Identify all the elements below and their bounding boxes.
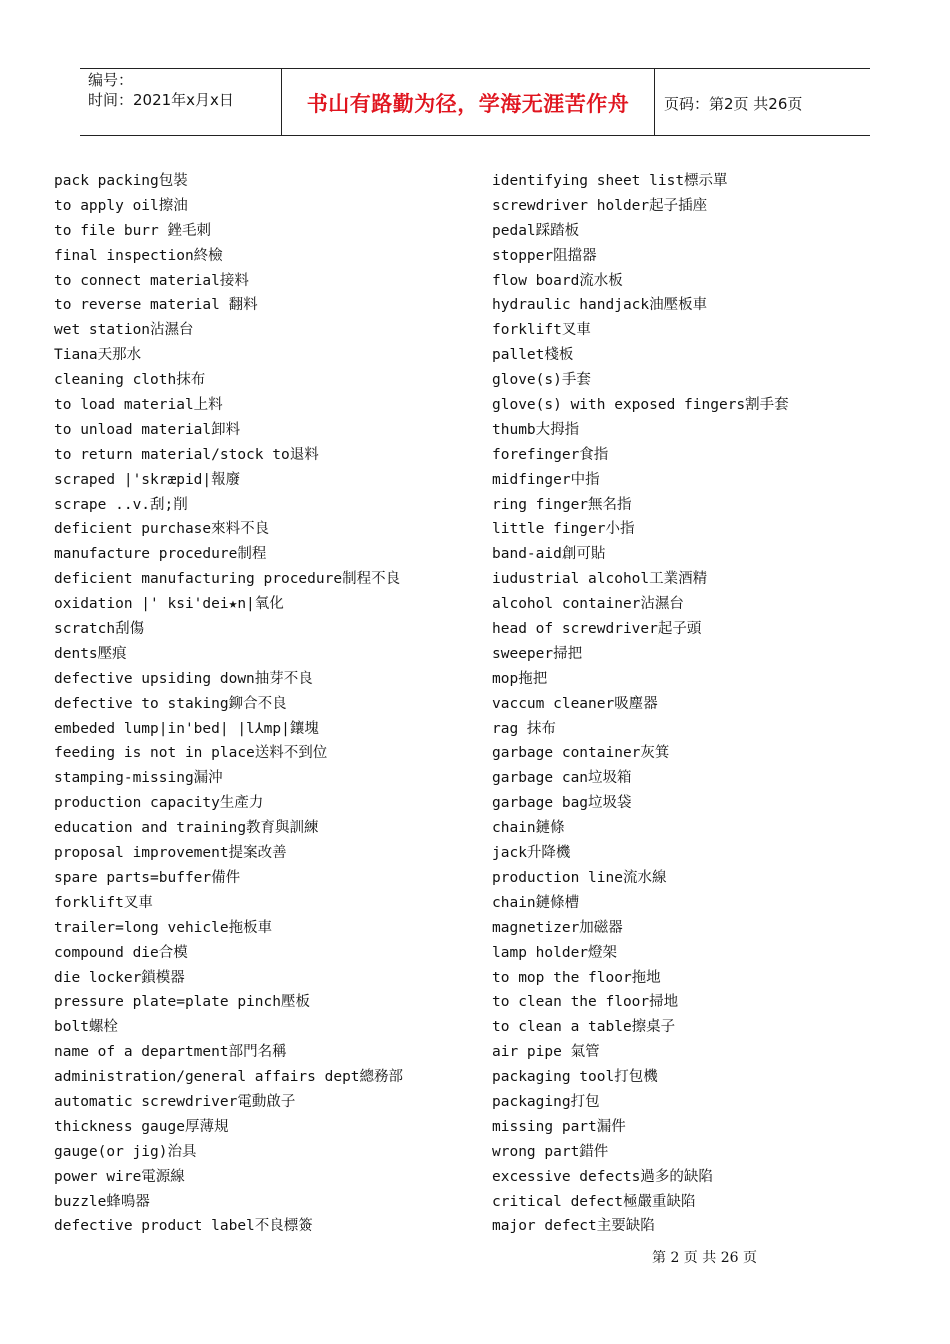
vocab-entry: power wire電源線 (54, 1168, 185, 1185)
vocab-entry: packaging打包 (492, 1093, 600, 1110)
vocab-entry: head of screwdriver起子頭 (492, 621, 702, 638)
vocab-entry: to clean a table擦桌子 (492, 1019, 676, 1036)
vocab-entry: to return material/stock to退料 (54, 446, 319, 463)
vocab-entry: to clean the floor掃地 (492, 994, 679, 1011)
vocab-entry: defective product label不良標簽 (54, 1218, 313, 1235)
vocab-entry: forklift叉車 (492, 322, 591, 339)
vocab-entry: excessive defects過多的缺陷 (492, 1168, 713, 1185)
vocab-entry: to file burr 銼毛刺 (54, 222, 211, 239)
vocab-entry: ring finger無名指 (492, 496, 632, 513)
vocab-entry: midfinger中指 (492, 471, 600, 488)
vocab-entry: embeded lump|in'bed| |l⅄mp|鑲塊 (54, 720, 319, 737)
vocab-entry: major defect主要缺陷 (492, 1218, 655, 1235)
vocab-entry: magnetizer加磁器 (492, 919, 623, 936)
vocab-entry: lamp holder燈架 (492, 944, 618, 961)
vocab-column-left (54, 169, 474, 1239)
vocab-entry: gauge(or jig)治具 (54, 1143, 197, 1160)
vocab-entry: die locker鎖模器 (54, 969, 185, 986)
vocab-entry: to connect material接料 (54, 272, 249, 289)
vocab-entry: pedal踩踏板 (492, 222, 580, 239)
vocab-entry: alcohol container沾濕台 (492, 596, 684, 613)
vocab-entry: stopper阻擋器 (492, 247, 597, 264)
vocab-entry: packaging tool打包機 (492, 1069, 658, 1086)
vocab-entry: garbage container灰箕 (492, 745, 670, 762)
vocab-entry: jack升降機 (492, 845, 571, 862)
vocab-entry: Tiana天那水 (54, 347, 142, 364)
vocab-entry: flow board流水板 (492, 272, 623, 289)
vocab-column-right (492, 169, 932, 1239)
vocab-entry: oxidation |' ksi'dei★n|氧化 (54, 596, 284, 613)
vocab-entry: defective upsiding down抽芽不良 (54, 670, 313, 687)
vocab-entry: trailer=long vehicle拖板車 (54, 919, 273, 936)
vocab-entry: screwdriver holder起子插座 (492, 197, 708, 214)
vocab-entry: critical defect極嚴重缺陷 (492, 1193, 696, 1210)
vocab-entry: identifying sheet list標示單 (492, 173, 728, 189)
vocab-entry: chain鏈條槽 (492, 894, 580, 911)
header-motto: 书山有路勤为径，学海无涯苦作舟 (306, 92, 630, 116)
header-meta (88, 70, 234, 110)
header-divider-right (654, 68, 655, 135)
vocab-entry: cleaning cloth抹布 (54, 372, 206, 389)
vocab-entry: forefinger食指 (492, 446, 609, 463)
vocab-entry: sweeper掃把 (492, 645, 583, 662)
vocab-entry: to reverse material 翻料 (54, 297, 258, 314)
vocab-entry: to mop the floor拖地 (492, 969, 661, 986)
vocab-entry: scraped |'skræpid|報廢 (54, 471, 241, 488)
vocab-entry: wrong part錯件 (492, 1143, 609, 1160)
vocab-entry: pallet棧板 (492, 347, 574, 364)
header-bottom-rule (80, 135, 870, 136)
vocab-entry: automatic screwdriver電動啟子 (54, 1093, 296, 1110)
vocab-entry: education and training教育與訓練 (54, 820, 319, 837)
vocab-entry: spare parts=buffer備件 (54, 869, 241, 886)
header-number-label: 编号： (88, 71, 134, 89)
vocab-entry: glove(s) with exposed fingers割手套 (492, 397, 789, 414)
vocab-entry: pressure plate=plate pinch壓板 (54, 994, 310, 1011)
vocab-entry: to apply oil擦油 (54, 197, 188, 214)
vocab-entry: manufacture procedure制程 (54, 546, 267, 563)
vocab-entry: thickness gauge厚薄規 (54, 1118, 229, 1135)
vocab-entry: to unload material卸料 (54, 421, 241, 438)
vocab-entry: air pipe 氣管 (492, 1044, 600, 1061)
vocab-entry: final inspection終檢 (54, 247, 223, 264)
vocab-entry: stamping-missing漏沖 (54, 770, 223, 787)
vocab-entry: production line流水線 (492, 869, 667, 886)
vocab-entry: garbage bag垃圾袋 (492, 795, 632, 812)
vocab-entry: dents壓痕 (54, 645, 127, 662)
vocab-entry: missing part漏件 (492, 1118, 626, 1135)
vocab-entry: little finger小指 (492, 521, 635, 538)
footer-page-number: 第 2 页 共 26 页 (652, 1250, 757, 1266)
vocab-entry: production capacity生產力 (54, 795, 264, 812)
vocab-entry: band-aid創可貼 (492, 546, 606, 563)
vocab-entry: glove(s)手套 (492, 372, 591, 389)
vocab-entry: iudustrial alcohol工業酒精 (492, 571, 708, 588)
vocab-entry: feeding is not in place送料不到位 (54, 745, 328, 762)
header-top-rule (80, 68, 870, 69)
vocab-entry: garbage can垃圾箱 (492, 770, 632, 787)
vocab-entry: name of a department部門名稱 (54, 1044, 287, 1061)
vocab-entry: pack packing包裝 (54, 173, 188, 189)
vocab-entry: to load material上料 (54, 397, 223, 414)
vocab-entry: hydraulic handjack油壓板車 (492, 297, 708, 314)
vocab-entry: scrape ..v.刮;削 (54, 496, 188, 513)
vocab-entry: vaccum cleaner吸塵器 (492, 695, 658, 712)
vocab-entry: thumb大拇指 (492, 421, 580, 438)
header-page-info: 页码：第2页 共26页 (664, 95, 803, 113)
vocab-entry: rag 抹布 (492, 720, 556, 737)
vocab-entry: forklift叉車 (54, 894, 153, 911)
vocab-entry: deficient purchase來料不良 (54, 521, 270, 538)
vocab-entry: chain鏈條 (492, 820, 565, 837)
vocab-entry: proposal improvement提案改善 (54, 845, 287, 862)
vocab-entry: mop拖把 (492, 670, 548, 687)
vocab-entry: defective to staking鉚合不良 (54, 695, 287, 712)
vocab-entry: administration/general affairs dept總務部 (54, 1069, 404, 1086)
header-time-label: 时间：2021年x月x日 (88, 91, 234, 109)
vocab-entry: buzzle蜂鳴器 (54, 1193, 150, 1210)
vocab-entry: deficient manufacturing procedure制程不良 (54, 571, 401, 588)
vocab-entry: scratch刮傷 (54, 621, 145, 638)
vocab-entry: compound die合模 (54, 944, 188, 961)
vocab-entry: bolt螺栓 (54, 1019, 118, 1036)
vocab-entry: wet station沾濕台 (54, 322, 194, 339)
